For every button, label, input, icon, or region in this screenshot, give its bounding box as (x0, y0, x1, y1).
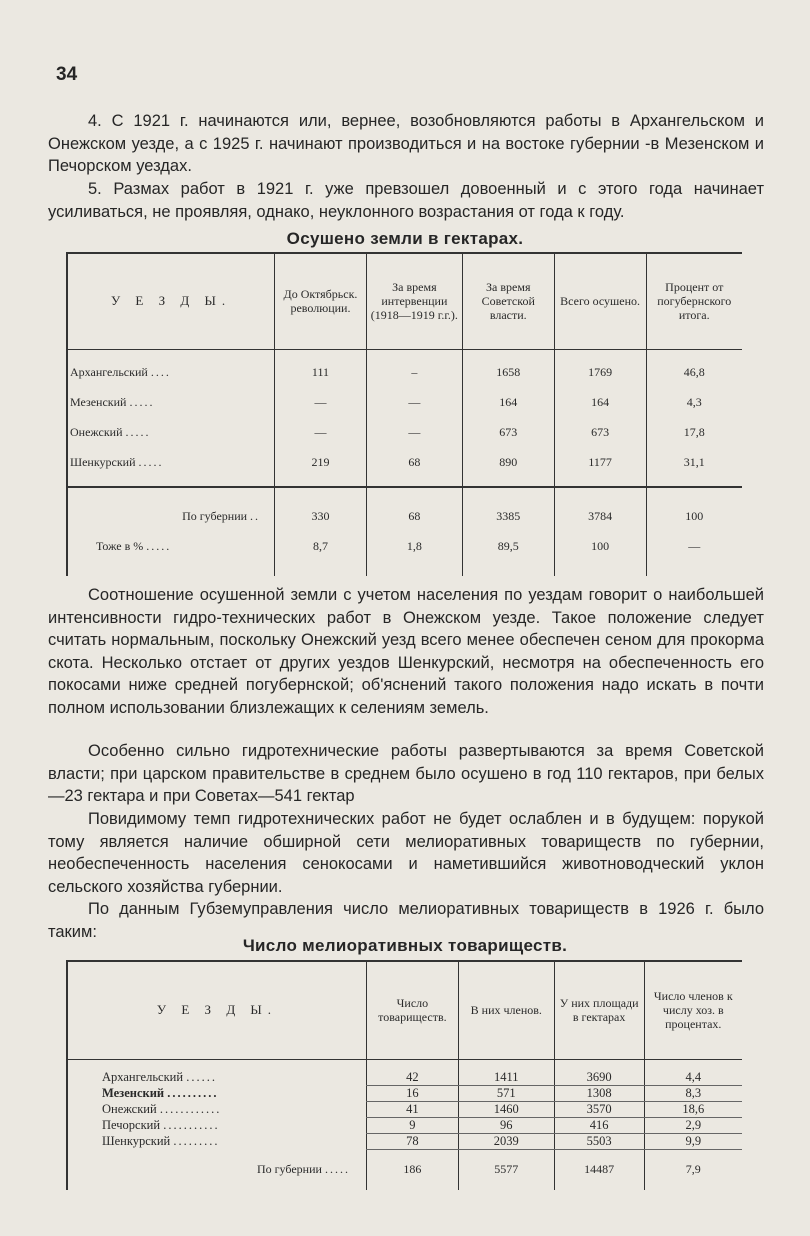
row-label: Тоже в % ..... (67, 532, 275, 562)
cell: 31,1 (646, 448, 742, 478)
header-area: У них площади в гектарах (554, 961, 644, 1059)
header-count: Число товариществ. (366, 961, 458, 1059)
cell: 416 (554, 1117, 644, 1133)
cell: 8,3 (644, 1085, 742, 1101)
table-row (67, 1085, 742, 1101)
cell: 68 (366, 448, 462, 478)
row-label: По губернии ..... (67, 1149, 366, 1190)
paragraph-5: Повидимому темп гидротехнических работ не будет ослаблен и в будущем: порукой тому является наличие обширной сети мелиоративных товариществ по губернии, необеспеченность населения сенокосами и наметившийся животноводческий уклон сельского хозяйства губернии. (48, 810, 764, 896)
cell: 14487 (554, 1149, 644, 1190)
page-number: 34 (56, 64, 78, 85)
cell: 3690 (554, 1070, 644, 1086)
table-row (67, 358, 742, 388)
row-label: Печорский ........... (67, 1117, 366, 1133)
cell: 46,8 (646, 358, 742, 388)
cell: 1460 (458, 1101, 554, 1117)
header-uezdy: У Е З Д Ы. (67, 961, 366, 1059)
cell: 219 (275, 448, 367, 478)
paragraph-2: 5. Размах работ в 1921 г. уже превзошел довоенный и с этого года начинает усиливаться, не проявляя, однако, неуклонного возрастания от года к году. (48, 180, 764, 221)
table1-title: Осушено земли в гектарах. (286, 229, 524, 248)
total-row (67, 1149, 742, 1190)
cell: 16 (366, 1085, 458, 1101)
cell: 3385 (462, 502, 554, 532)
table-row (67, 418, 742, 448)
cell: 1769 (554, 358, 646, 388)
cell: 96 (458, 1117, 554, 1133)
row-label: Архангельский ...... (67, 1070, 366, 1086)
cell: 673 (554, 418, 646, 448)
cell: 7,9 (644, 1149, 742, 1190)
header-uezdy: У Е З Д Ы. (67, 253, 275, 349)
cell: 41 (366, 1101, 458, 1117)
row-label: Шенкурский ......... (67, 1133, 366, 1149)
cell: 9 (366, 1117, 458, 1133)
header-intervention: За время интервенции (1918—1919 г.г.). (366, 253, 462, 349)
paragraph-3: Соотношение осушенной земли с учетом населения по уездам говорит о наибольшей интенсивности гидро-технических работ в Онежском уезде. Такое положение следует считать нормальным, поскольку Онежский уезд всего менее обеспечен сеном для прокорма скота. Несколько отстает от других уездов Шенкурский, несмотря на обеспеченность его покосами ниже средней погубернской; об'яснений такого положения надо искать в почти полном использовании близлежащих к селениям земель. (48, 586, 764, 717)
table-row (67, 1117, 742, 1133)
header-total: Всего осушено. (554, 253, 646, 349)
cell: — (646, 532, 742, 562)
header-members: В них членов. (458, 961, 554, 1059)
cell: 164 (554, 388, 646, 418)
cell: 42 (366, 1070, 458, 1086)
cell: 673 (462, 418, 554, 448)
header-percent: Процент от погубернского итога. (646, 253, 742, 349)
cell: 18,6 (644, 1101, 742, 1117)
cell: 1411 (458, 1070, 554, 1086)
paragraph-1: 4. С 1921 г. начинаются или, вернее, возобновляются работы в Архангельском и Онежском уезде, а с 1925 г. начинают производиться и на востоке губернии -в Мезенском и Печорском уездах. (48, 112, 764, 175)
cell: 164 (462, 388, 554, 418)
cooperatives-table (66, 960, 742, 1190)
table-row (67, 1070, 742, 1086)
cell: 1177 (554, 448, 646, 478)
cell: 571 (458, 1085, 554, 1101)
row-label: Мезенский .......... (67, 1085, 366, 1101)
header-before-revolution: До Октябрьск. революции. (275, 253, 367, 349)
cell: 17,8 (646, 418, 742, 448)
row-label: Онежский ............ (67, 1101, 366, 1117)
row-label: По губернии .. (67, 502, 275, 532)
cell: 100 (646, 502, 742, 532)
drained-land-table (66, 252, 742, 576)
cell: 2039 (458, 1133, 554, 1149)
cell: 3784 (554, 502, 646, 532)
header-soviet: За время Советской власти. (462, 253, 554, 349)
table-row (67, 448, 742, 478)
cell: 89,5 (462, 532, 554, 562)
cell: 5577 (458, 1149, 554, 1190)
cell: — (366, 418, 462, 448)
paragraph-6: По данным Губземуправления число мелиоративных товариществ в 1926 г. было таким: (48, 900, 764, 941)
table2-title: Число мелиоративных товариществ. (242, 936, 568, 955)
cell: 4,4 (644, 1070, 742, 1086)
cell: — (275, 388, 367, 418)
total-row (67, 502, 742, 532)
row-label: Мезенский ..... (67, 388, 275, 418)
cell: 1308 (554, 1085, 644, 1101)
cell: 3570 (554, 1101, 644, 1117)
cell: 4,3 (646, 388, 742, 418)
header-members-percent: Число членов к числу хоз. в процентах. (644, 961, 742, 1059)
table-row (67, 388, 742, 418)
cell: 100 (554, 532, 646, 562)
cell: 5503 (554, 1133, 644, 1149)
cell: – (366, 358, 462, 388)
cell: 78 (366, 1133, 458, 1149)
cell: — (366, 388, 462, 418)
row-label: Шенкурский ..... (67, 448, 275, 478)
paragraph-4: Особенно сильно гидротехнические работы развертываются за время Советской власти; при царском правительстве в среднем было осушено в год 110 гектаров, при белых—23 гектара и при Советах—541 гектар (48, 742, 764, 805)
cell: 1658 (462, 358, 554, 388)
row-label: Архангельский .... (67, 358, 275, 388)
table-row (67, 1133, 742, 1149)
cell: 8,7 (275, 532, 367, 562)
cell: 68 (366, 502, 462, 532)
cell: 890 (462, 448, 554, 478)
cell: 2,9 (644, 1117, 742, 1133)
table-row (67, 1101, 742, 1117)
cell: 111 (275, 358, 367, 388)
row-label: Онежский ..... (67, 418, 275, 448)
cell: 9,9 (644, 1133, 742, 1149)
percent-row (67, 532, 742, 562)
cell: 330 (275, 502, 367, 532)
cell: 1,8 (366, 532, 462, 562)
cell: 186 (366, 1149, 458, 1190)
cell: — (275, 418, 367, 448)
